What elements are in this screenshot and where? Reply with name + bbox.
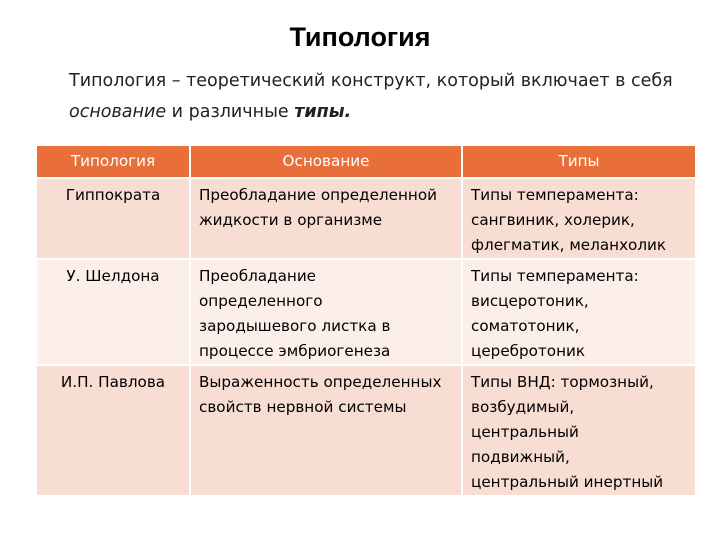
intro-paragraph: [69, 66, 699, 128]
types-line: висцеротоник,: [471, 292, 589, 310]
types-line: церебротоник: [471, 342, 586, 360]
types-line: флегматик, меланхолик: [471, 236, 667, 254]
slide-title: Типология: [289, 22, 431, 52]
row-basis-cell: [190, 365, 462, 495]
basis-line: зародышевого листка в: [199, 317, 391, 335]
basis-line: определенного: [199, 292, 323, 310]
table-header-row: [37, 146, 695, 178]
row-basis-cell: [190, 178, 462, 259]
row-name-cell: [37, 178, 190, 259]
types-line: Типы темперамента:: [471, 267, 639, 285]
row-basis-cell: [190, 259, 462, 365]
basis-line: свойств нервной системы: [199, 398, 407, 416]
row-name: У. Шелдона: [66, 267, 160, 285]
types-line: центральный инертный: [471, 473, 664, 491]
types-line: возбудимый,: [471, 398, 575, 416]
basis-line: Преобладание: [199, 267, 317, 285]
row-name: Гиппократа: [65, 186, 161, 204]
intro-text-2: и различные: [166, 102, 295, 122]
table-row: [37, 259, 695, 365]
basis-line: Выраженность определенных: [199, 373, 442, 391]
basis-line: процессе эмбриогенеза: [199, 342, 391, 360]
header-basis: Основание: [190, 146, 462, 178]
typology-table: [37, 146, 695, 495]
types-line: Типы темперамента:: [471, 186, 639, 204]
row-types-cell: [462, 365, 695, 495]
row-types-cell: [462, 178, 695, 259]
intro-emphasis-types: типы.: [294, 102, 352, 122]
table-row: [37, 365, 695, 495]
row-name: И.П. Павлова: [60, 373, 166, 391]
types-line: центральный: [471, 423, 579, 441]
row-name-cell: [37, 365, 190, 495]
table-row: [37, 178, 695, 259]
basis-line: жидкости в организме: [199, 211, 383, 229]
types-line: подвижный,: [471, 448, 570, 466]
types-line: соматотоник,: [471, 317, 580, 335]
types-line: Типы ВНД: тормозный,: [471, 373, 654, 391]
header-typology: Типология: [37, 146, 190, 178]
row-name-cell: [37, 259, 190, 365]
header-types: Типы: [462, 146, 695, 178]
basis-line: Преобладание определенной: [199, 186, 437, 204]
types-line: сангвиник, холерик,: [471, 211, 635, 229]
intro-text-1: Типология – теоретический конструкт, который включает в себя: [69, 71, 673, 91]
intro-emphasis-basis: основание: [69, 102, 167, 122]
row-types-cell: [462, 259, 695, 365]
